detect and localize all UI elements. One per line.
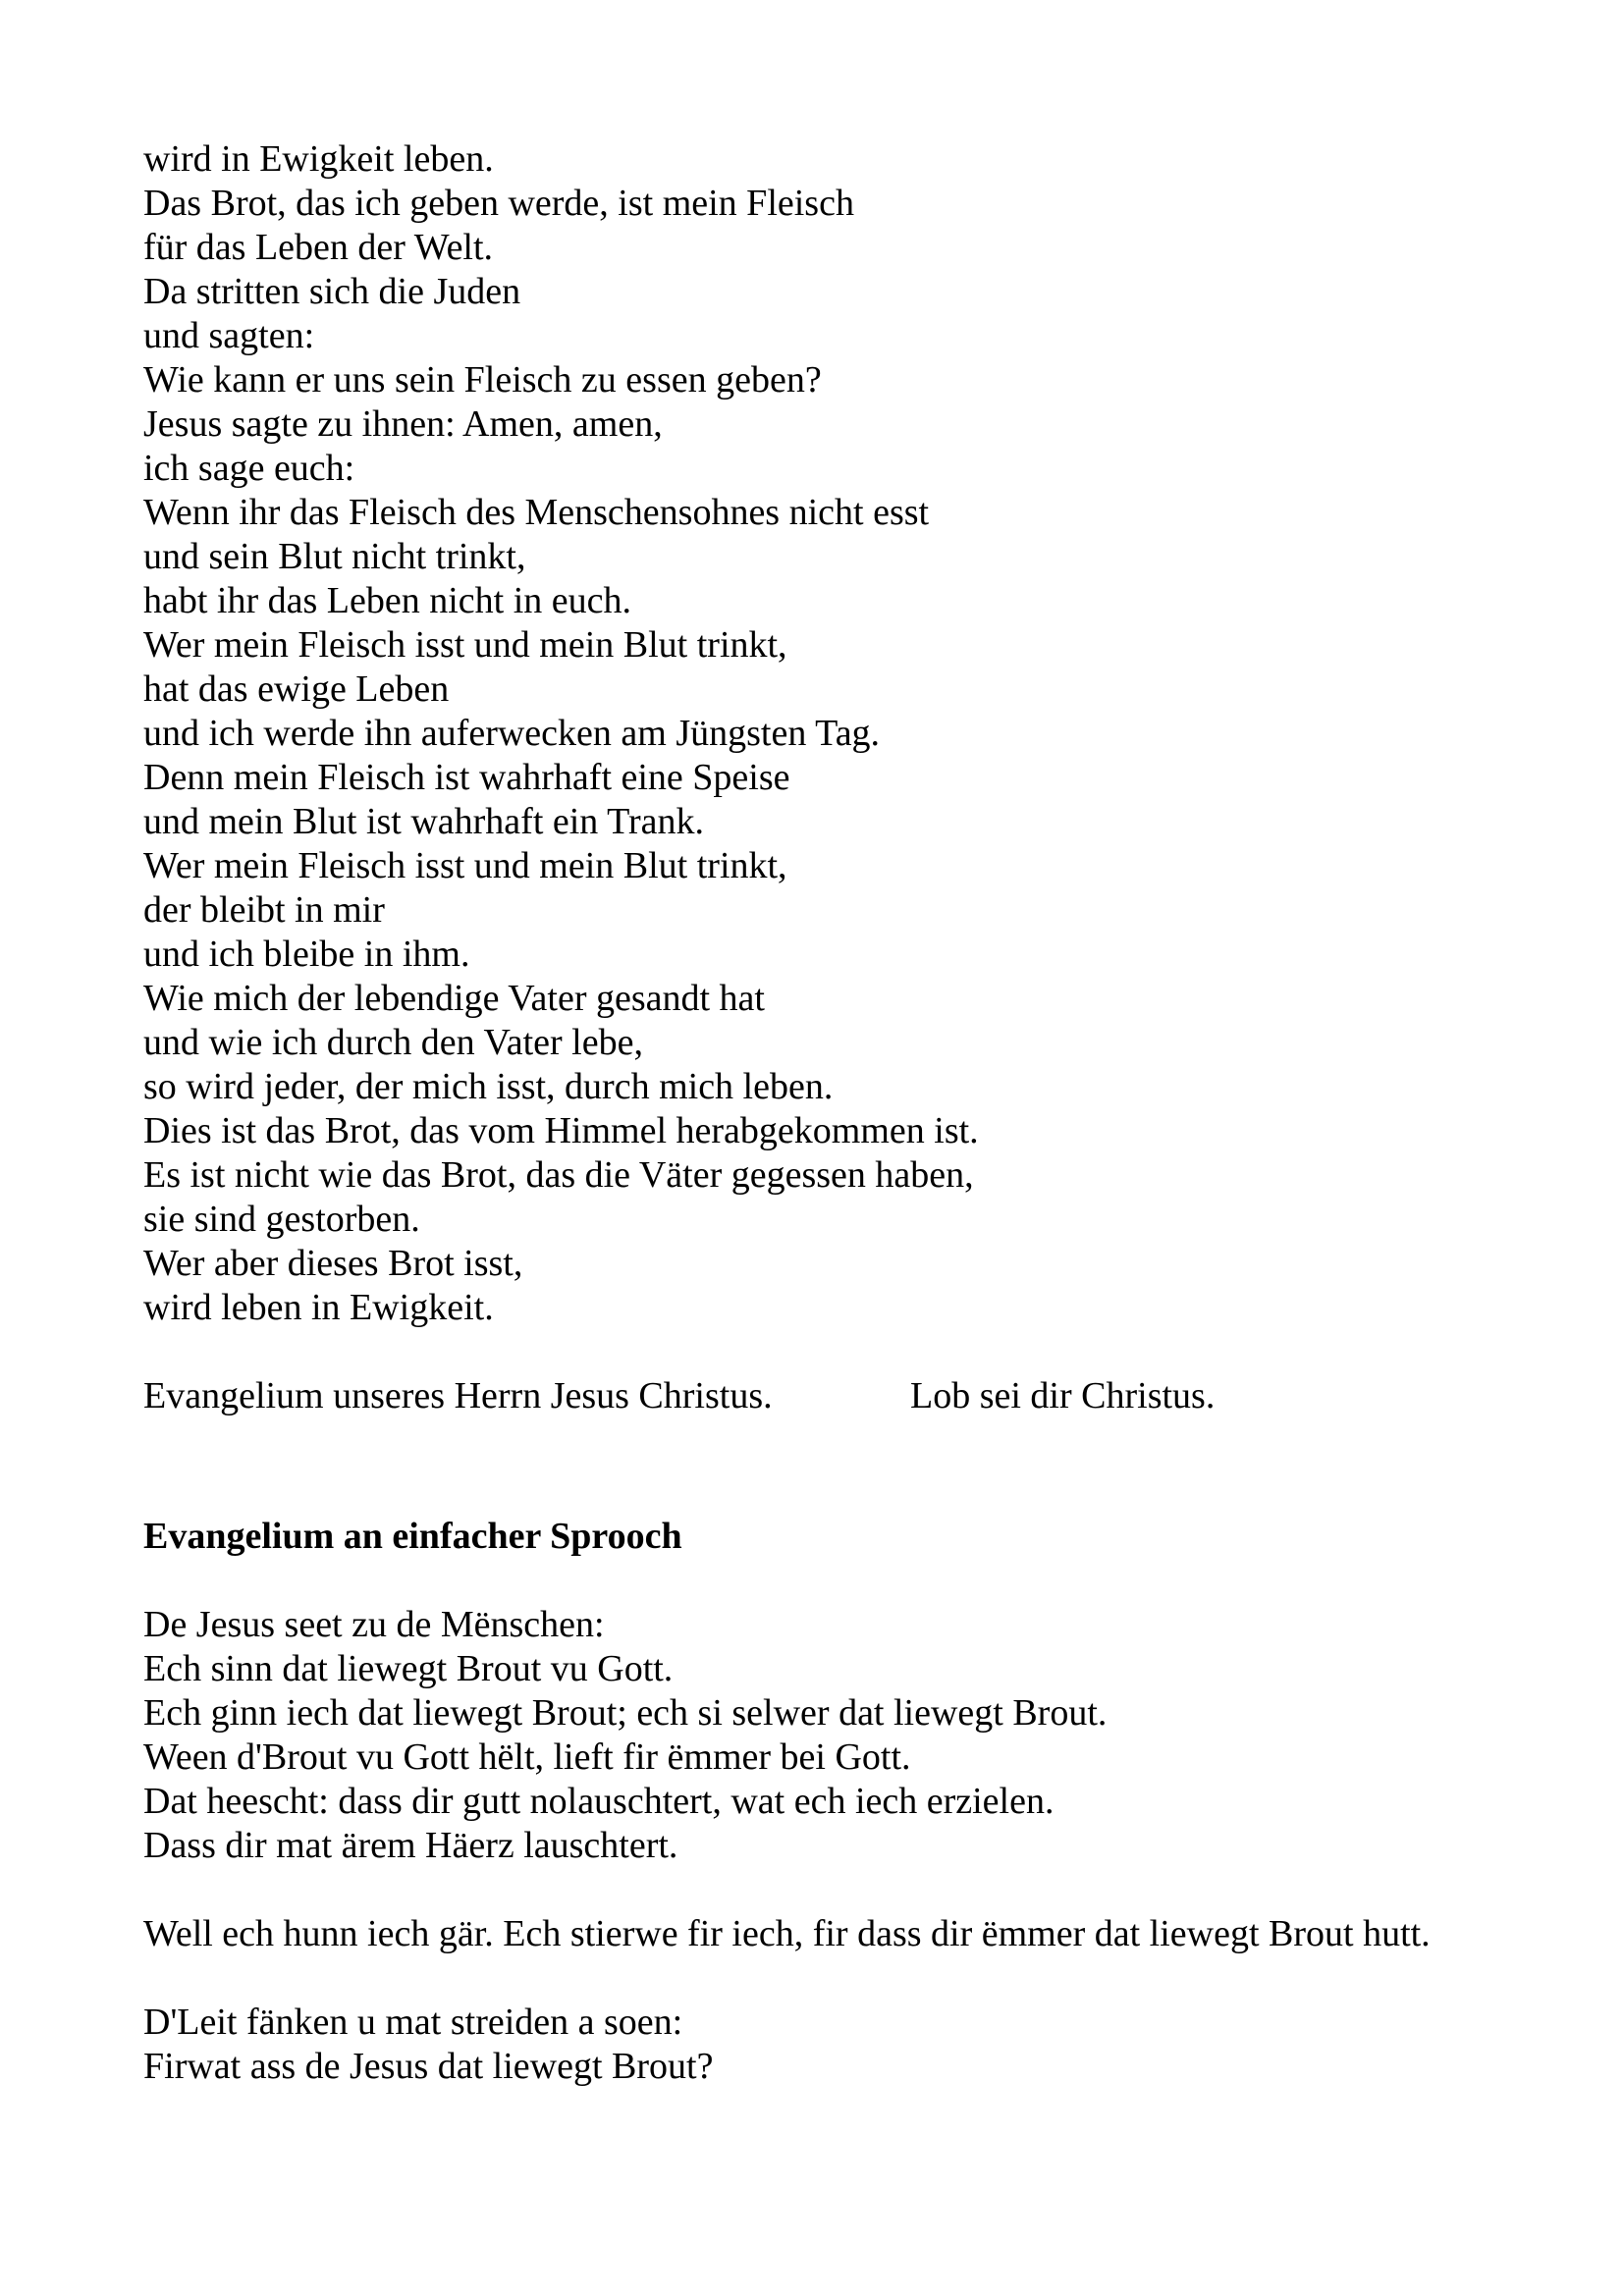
sprooch-text-line: Ech ginn iech dat liewegt Brout; ech si selwer dat liewegt Brout. <box>143 1692 1108 1734</box>
gospel-text-line: Dies ist das Brot, das vom Himmel herabgekommen ist. <box>143 1110 979 1151</box>
gospel-text-line: wird in Ewigkeit leben. <box>143 138 494 180</box>
gospel-text-line: und sagten: <box>143 315 315 356</box>
blank-line <box>143 1868 1505 1912</box>
gospel-text-line: Das Brot, das ich geben werde, ist mein Fleisch <box>143 183 854 224</box>
blank-line <box>143 1418 1505 1463</box>
section-heading: Evangelium an einfacher Sprooch <box>143 1516 682 1557</box>
gospel-text-line: und mein Blut ist wahrhaft ein Trank. <box>143 801 705 842</box>
sprooch-text-line: Dass dir mat ärem Häerz lauschtert. <box>143 1825 678 1866</box>
sprooch-text-line: Dat heescht: dass dir gutt nolauschtert, wat ech iech erzielen. <box>143 1781 1055 1822</box>
gospel-text-line: und sein Blut nicht trinkt, <box>143 536 526 577</box>
gospel-text-line: Wer mein Fleisch isst und mein Blut trinkt, <box>143 624 787 666</box>
gospel-text-line: Wer mein Fleisch isst und mein Blut trinkt, <box>143 845 787 886</box>
gospel-text-line: Jesus sagte zu ihnen: Amen, amen, <box>143 403 663 445</box>
gospel-text-line: Wie mich der lebendige Vater gesandt hat <box>143 978 765 1019</box>
gospel-text-line: Da stritten sich die Juden <box>143 271 521 312</box>
gospel-text-line: Es ist nicht wie das Brot, das die Väter gegessen haben, <box>143 1154 974 1196</box>
gospel-text-line: ich sage euch: <box>143 448 355 489</box>
gospel-text-line: hat das ewige Leben <box>143 668 450 710</box>
gospel-text-line: habt ihr das Leben nicht in euch. <box>143 580 632 621</box>
sprooch-text-line: Well ech hunn iech gär. Ech stierwe fir iech, fir dass dir ëmmer dat liewegt Brout hutt. <box>143 1913 1431 1954</box>
gospel-text-line: und ich bleibe in ihm. <box>143 934 470 975</box>
gospel-acclamation-line <box>143 1374 1505 1418</box>
gospel-text-line: Denn mein Fleisch ist wahrhaft eine Speise <box>143 757 790 798</box>
gospel-text-line: und wie ich durch den Vater lebe, <box>143 1022 643 1063</box>
acclamation-priest-text: Evangelium unseres Herrn Jesus Christus. <box>143 1375 773 1416</box>
sprooch-text-line: Firwat ass de Jesus dat liewegt Brout? <box>143 2046 714 2087</box>
gospel-text-line: und ich werde ihn auferwecken am Jüngsten Tag. <box>143 713 881 754</box>
gospel-text-line: der bleibt in mir <box>143 889 385 931</box>
sprooch-text-line: Ech sinn dat liewegt Brout vu Gott. <box>143 1648 674 1689</box>
gospel-text-line: Wie kann er uns sein Fleisch zu essen geben? <box>143 359 822 400</box>
blank-line <box>143 1956 1505 2001</box>
gospel-text-line: Wenn ihr das Fleisch des Menschensohnes nicht esst <box>143 492 930 533</box>
blank-line <box>143 1559 1505 1603</box>
gospel-text-line: so wird jeder, der mich isst, durch mich leben. <box>143 1066 834 1107</box>
blank-line <box>143 1330 1505 1374</box>
gospel-text-line: Wer aber dieses Brot isst, <box>143 1243 523 1284</box>
acclamation-response-text: Lob sei dir Christus. <box>910 1375 1216 1416</box>
sprooch-text-line: D'Leit fänken u mat streiden a soen: <box>143 2002 683 2043</box>
blank-line <box>143 1463 1505 1507</box>
sprooch-text-line: De Jesus seet zu de Mënschen: <box>143 1604 605 1645</box>
gospel-text-line: wird leben in Ewigkeit. <box>143 1287 494 1328</box>
gospel-text-line: sie sind gestorben. <box>143 1199 420 1240</box>
gospel-text-line: für das Leben der Welt. <box>143 227 494 268</box>
sprooch-text-line: Ween d'Brout vu Gott hëlt, lieft fir ëmmer bei Gott. <box>143 1736 911 1778</box>
